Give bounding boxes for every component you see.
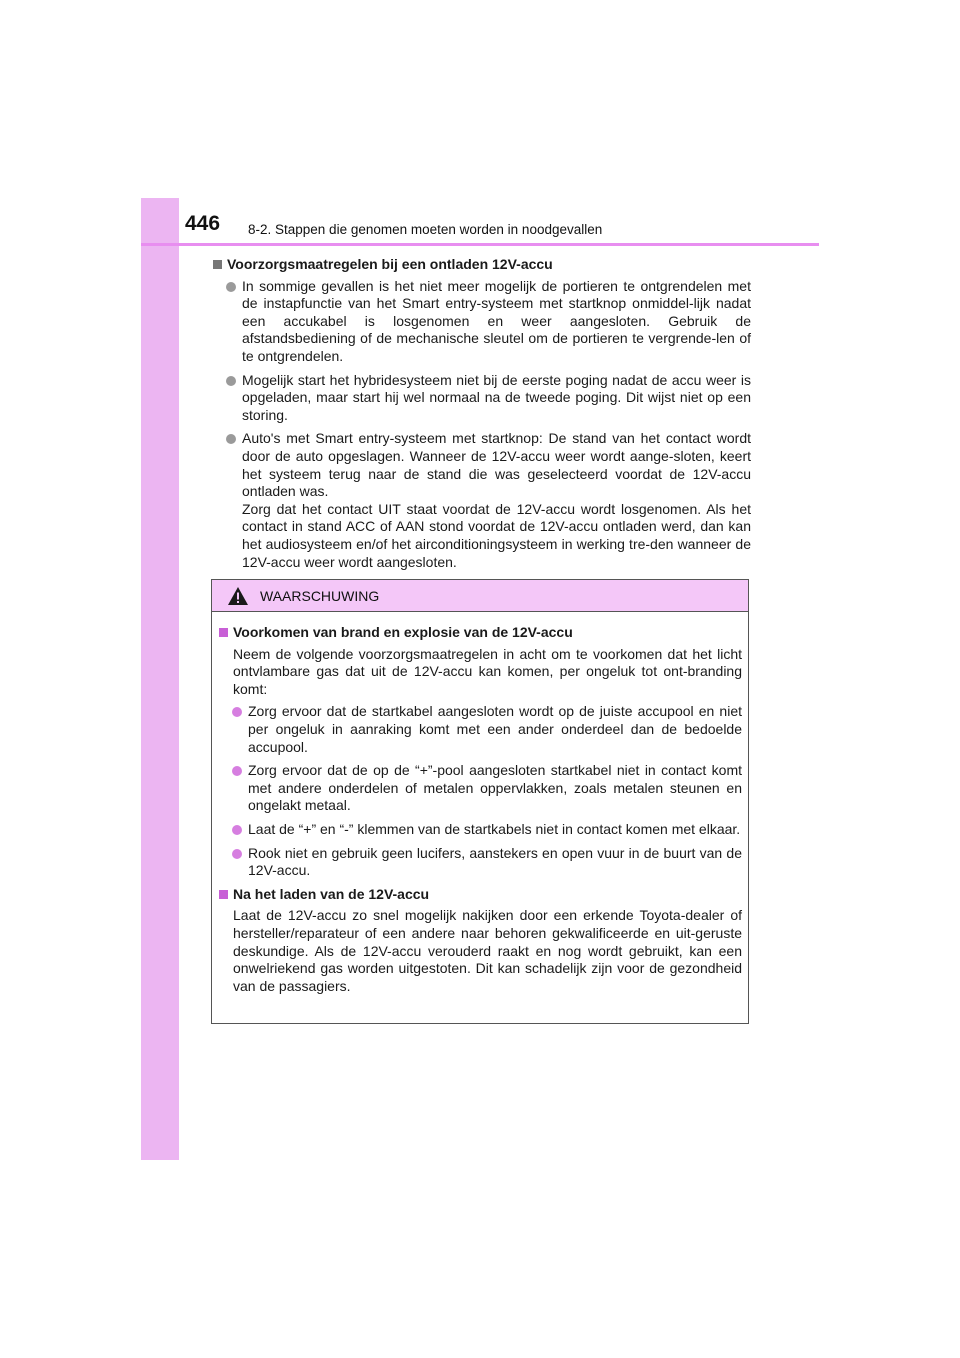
paragraph: Zorg dat het contact UIT staat voordat de 12V-accu wordt losgenomen. Als het contact in stand ACC of AAN stond voordat de 12V-accu ontladen werd, dan kan het audiosysteem en/of het airconditioningsysteem in werking tre-den wanneer de 12V-accu weer wordt aangesloten. xyxy=(242,500,751,570)
list-item xyxy=(229,845,742,880)
list-item-text: Zorg ervoor dat de startkabel aangesloten wordt op de juiste accupool en niet per ongeluk in aanraking komt met een ander onderdeel dan de bedoelde accupool. xyxy=(248,703,742,755)
square-bullet-icon xyxy=(219,890,228,899)
list-item-text: Mogelijk start het hybridesysteem niet bij de eerste poging nadat de accu weer is opgeladen, maar start hij wel normaal na de tweede poging. Dit wijst niet op een storing. xyxy=(242,371,751,423)
warning-section-heading xyxy=(217,624,742,642)
section-heading xyxy=(211,256,751,274)
warning-section-heading xyxy=(217,886,742,904)
round-bullet-icon xyxy=(232,766,242,776)
list-item xyxy=(229,703,742,756)
square-bullet-icon xyxy=(219,628,228,637)
square-bullet-icon xyxy=(213,260,222,269)
list-item xyxy=(223,278,751,366)
warning-paragraph: Laat de 12V-accu zo snel mogelijk nakijken door een erkende Toyota-dealer of hersteller/reparateur of een andere naar behoren gekwalificeerde en uit-geruste deskundige. Als de 12V-accu verouderd raakt en nog wordt gebruikt, kan een onwelriekend gas worden uitgestoten. Dit kan schadelijk zijn voor de gezondheid van de passagiers. xyxy=(233,907,742,994)
round-bullet-icon xyxy=(226,434,236,444)
list-item-text: Zorg ervoor dat de op de “+”-pool aangesloten startkabel niet in contact komt met andere onderdelen of metalen oppervlakken, zoals metalen steunen en ongelakt metaal. xyxy=(248,762,742,814)
chapter-sidebar-tab xyxy=(141,198,179,1160)
warning-box xyxy=(211,579,749,1024)
warning-body xyxy=(212,612,748,995)
list-item xyxy=(229,821,742,839)
list-item-text: In sommige gevallen is het niet meer mogelijk de portieren te ontgrendelen met de instapfunctie van het Smart entry-systeem met startknop onmiddel-lijk nadat een accukabel is losgenomen en weer aangesloten. Gebruik de afstandsbediening of de mechanische sleutel om de portieren te vergrende-len of te ontgrendelen. xyxy=(242,277,751,364)
list-item xyxy=(229,762,742,815)
paragraph: Auto's met Smart entry-systeem met startknop: De stand van het contact wordt door de auto opgeslagen. Wanneer de 12V-accu weer wordt aange-sloten, keert het systeem terug naar de stand die was geselecteerd voordat de 12V-accu ontladen was. xyxy=(242,430,751,500)
list-item-text: Laat de “+” en “-” klemmen van de startkabels niet in contact komen met elkaar. xyxy=(248,820,741,837)
main-content xyxy=(211,256,751,577)
warning-section-title: Na het laden van de 12V-accu xyxy=(233,885,430,902)
header-divider xyxy=(141,243,819,246)
page-number: 446 xyxy=(185,212,221,235)
warning-triangle-icon xyxy=(227,586,249,606)
round-bullet-icon xyxy=(226,282,236,292)
list-item xyxy=(223,430,751,571)
warning-section-title: Voorkomen van brand en explosie van de 12V-accu xyxy=(233,624,573,640)
chapter-title: 8-2. Stappen die genomen moeten worden in noodgevallen xyxy=(248,222,603,237)
warning-label: WAARSCHUWING xyxy=(260,587,380,604)
warning-intro: Neem de volgende voorzorgsmaatregelen in acht om te voorkomen dat het licht ontvlambare gas dat uit de 12V-accu kan komen, per ongeluk tot ont-branding komt: xyxy=(233,645,742,697)
round-bullet-icon xyxy=(232,707,242,717)
list-item-text: Rook niet en gebruik geen lucifers, aanstekers en open vuur in de buurt van de 12V-accu. xyxy=(248,844,742,879)
round-bullet-icon xyxy=(232,825,242,835)
list-item-text xyxy=(242,430,751,571)
list-item xyxy=(223,372,751,425)
section-title: Voorzorgsmaatregelen bij een ontladen 12V-accu xyxy=(227,256,553,272)
round-bullet-icon xyxy=(226,376,236,386)
round-bullet-icon xyxy=(232,849,242,859)
warning-header xyxy=(212,580,748,612)
